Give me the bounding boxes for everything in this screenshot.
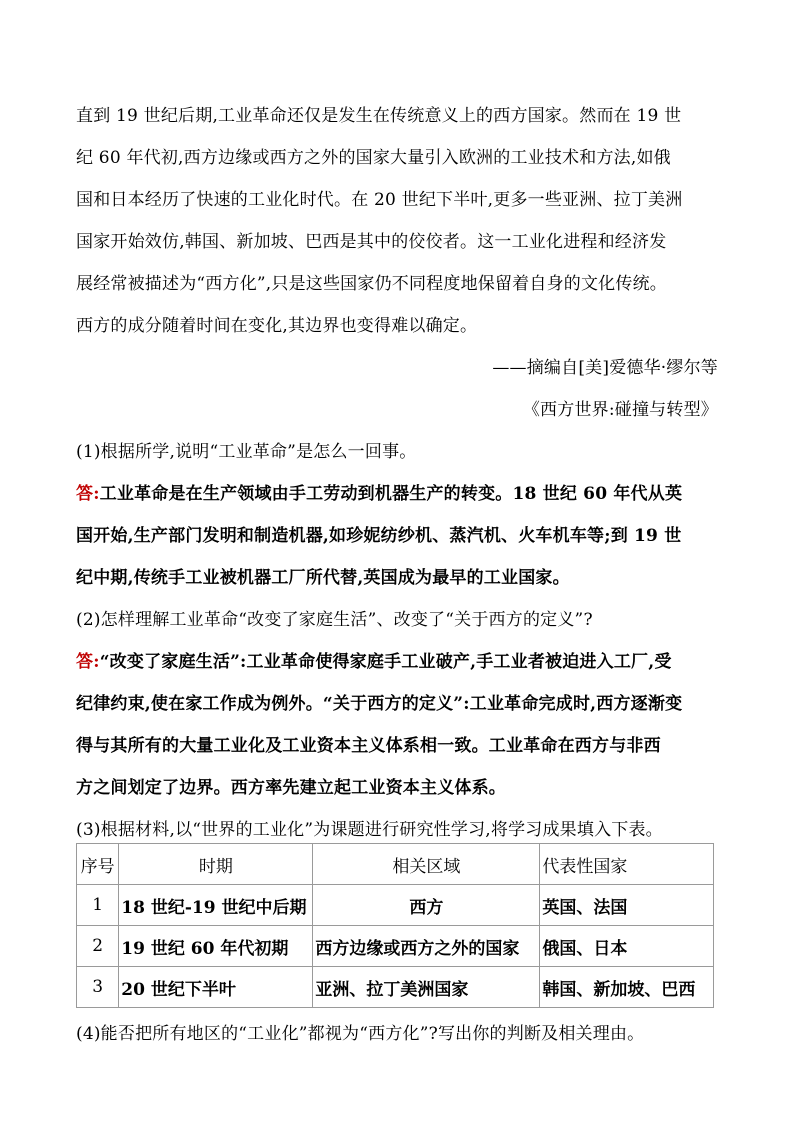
answer-1-line-1 (76, 482, 718, 506)
question-2: (2)怎样理解工业革命“改变了家庭生活”、改变了“关于西方的定义”? (76, 610, 593, 630)
cell-region: 亚洲、拉丁美洲国家 (313, 967, 540, 1008)
cell-region: 西方 (313, 885, 540, 926)
answer-2-line-1 (76, 650, 718, 674)
answer-2-label: 答: (76, 652, 100, 672)
results-table (76, 843, 714, 1008)
cell-countries: 英国、法国 (540, 885, 714, 926)
answer-1-line-3: 纪中期,传统手工业被机器工厂所代替,英国成为最早的工业国家。 (76, 568, 570, 588)
cell-region: 西方边缘或西方之外的国家 (313, 926, 540, 967)
answer-2-line-2: 纪律约束,使在家工作成为例外。“关于西方的定义”:工业革命完成时,西方逐渐变 (76, 694, 683, 714)
header-countries: 代表性国家 (540, 844, 714, 885)
answer-2-line-4: 方之间划定了边界。西方率先建立起工业资本主义体系。 (76, 778, 506, 798)
cell-period: 20 世纪下半叶 (119, 967, 313, 1008)
passage-line-4: 国家开始效仿,韩国、新加坡、巴西是其中的佼佼者。这一工业化进程和经济发 (76, 232, 667, 252)
passage-line-3: 国和日本经历了快速的工业化时代。在 20 世纪下半叶,更多一些亚洲、拉丁美洲 (76, 190, 683, 210)
passage-line-6: 西方的成分随着时间在变化,其边界也变得难以确定。 (76, 316, 478, 336)
answer-1-line-2: 国开始,生产部门发明和制造机器,如珍妮纺纱机、蒸汽机、火车机车等;到 19 世 (76, 526, 682, 546)
table-row (77, 926, 714, 967)
table-row (77, 885, 714, 926)
cell-index: 3 (77, 967, 119, 1008)
passage-line-5: 展经常被描述为“西方化”,只是这些国家仍不同程度地保留着自身的文化传统。 (76, 274, 667, 294)
answer-2-text-1: “改变了家庭生活”:工业革命使得家庭手工业破产,手工业者被迫进入工厂,受 (99, 652, 672, 672)
table-row (77, 967, 714, 1008)
answer-2-line-3: 得与其所有的大量工业化及工业资本主义体系相一致。工业革命在西方与非西 (76, 736, 661, 756)
cell-index: 1 (77, 885, 119, 926)
header-period: 时期 (119, 844, 313, 885)
cell-period: 18 世纪-19 世纪中后期 (119, 885, 313, 926)
cell-countries: 俄国、日本 (540, 926, 714, 967)
header-index: 序号 (77, 844, 119, 885)
table-header-row (77, 844, 714, 885)
question-3: (3)根据材料,以“世界的工业化”为课题进行研究性学习,将学习成果填入下表。 (76, 820, 663, 840)
cell-countries: 韩国、新加坡、巴西 (540, 967, 714, 1008)
answer-1-label: 答: (76, 484, 100, 504)
header-region: 相关区域 (313, 844, 540, 885)
source-author: ——摘编自[美]爱德华·缪尔等 (492, 358, 718, 378)
cell-index: 2 (77, 926, 119, 967)
cell-period: 19 世纪 60 年代初期 (119, 926, 313, 967)
answer-1-text-1: 工业革命是在生产领域由手工劳动到机器生产的转变。18 世纪 60 年代从英 (99, 484, 683, 504)
source-book: 《西方世界:碰撞与转型》 (522, 400, 718, 420)
passage-line-1: 直到 19 世纪后期,工业革命还仅是发生在传统意义上的西方国家。然而在 19 世 (76, 106, 682, 126)
question-4: (4)能否把所有地区的“工业化”都视为“西方化”?写出你的判断及相关理由。 (76, 1024, 645, 1044)
question-1: (1)根据所学,说明“工业革命”是怎么一回事。 (76, 442, 417, 462)
passage-line-2: 纪 60 年代初,西方边缘或西方之外的国家大量引入欧洲的工业技术和方法,如俄 (76, 148, 671, 168)
